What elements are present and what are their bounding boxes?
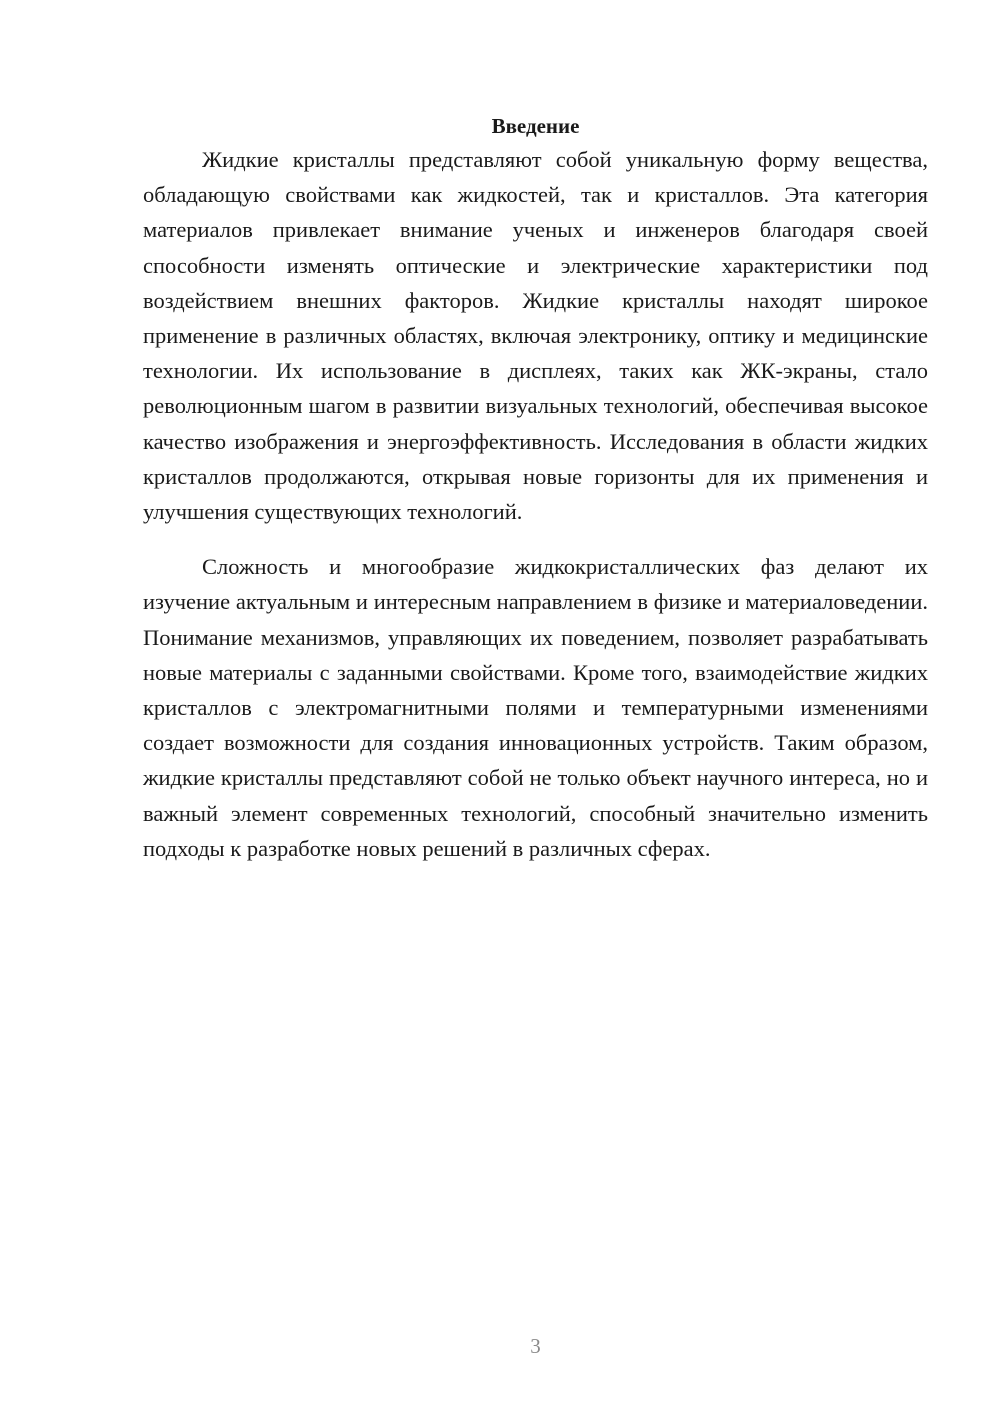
page-number: 3	[530, 1334, 541, 1358]
body-text	[143, 142, 928, 866]
paragraph-2: Сложность и многообразие жидкокристаллических фаз делают их изучение актуальным и интересным направлением в физике и материаловедении. Понимание механизмов, управляющих их поведением, позволяет разрабатывать новые материалы с заданными свойствами. Кроме того, взаимодействие жидких кристаллов с электромагнитными полями и температурными изменениями создает возможности для создания инновационных устройств. Таким образом, жидкие кристаллы представляют собой не только объект научного интереса, но и важный элемент современных технологий, способный значительно изменить подходы к разработке новых решений в различных сферах.	[143, 554, 928, 861]
page-title: Введение	[491, 114, 580, 139]
paragraph-1: Жидкие кристаллы представляют собой уникальную форму вещества, обладающую свойствами как жидкостей, так и кристаллов. Эта категория материалов привлекает внимание ученых и инженеров благодаря своей способности изменять оптические и электрические характеристики под воздействием внешних факторов. Жидкие кристаллы находят широкое применение в различных областях, включая электронику, оптику и медицинские технологии. Их использование в дисплеях, таких как ЖК-экраны, стало революционным шагом в развитии визуальных технологий, обеспечивая высокое качество изображения и энергоэффективность. Исследования в области жидких кристаллов продолжаются, открывая новые горизонты для их применения и улучшения существующих технологий.	[143, 147, 928, 525]
